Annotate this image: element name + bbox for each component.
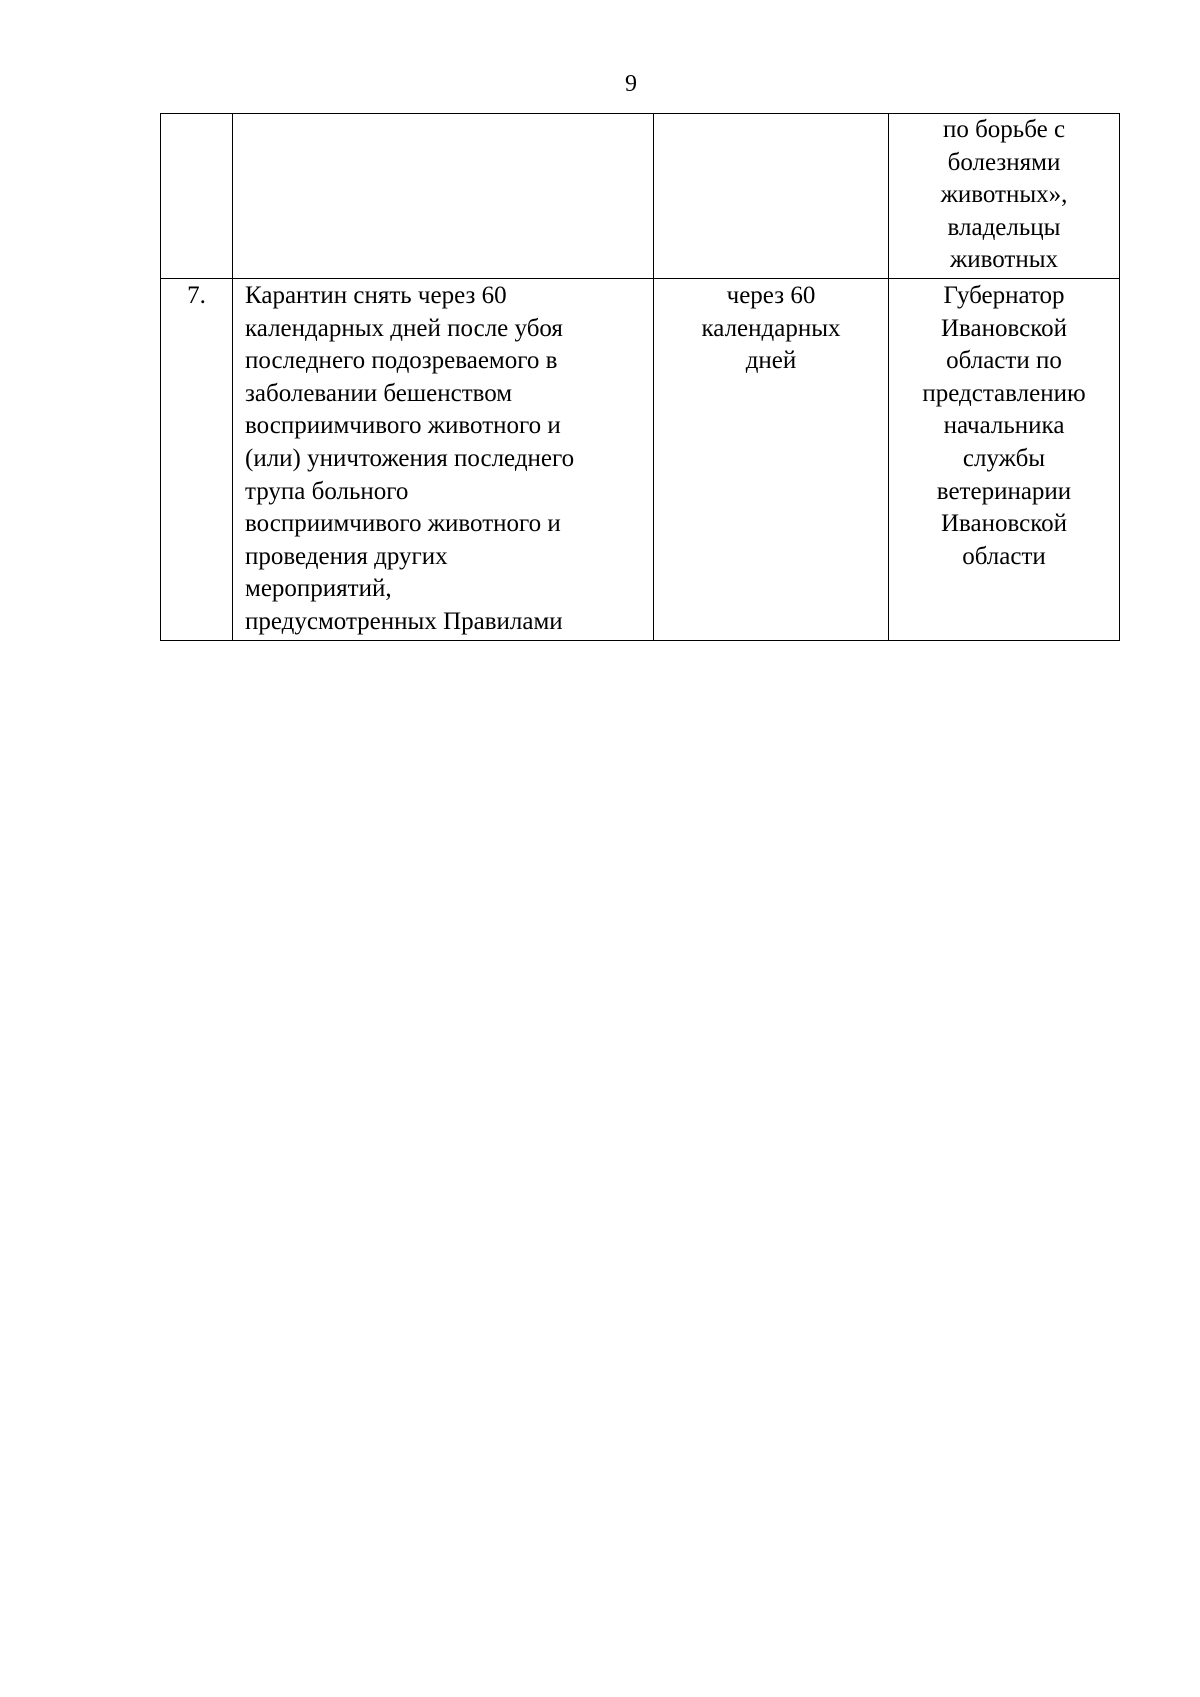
measure-line: календарных дней после убоя	[245, 314, 563, 342]
measure-line: проведения других	[245, 542, 448, 570]
cell-measure	[233, 279, 654, 641]
table-row-7	[161, 279, 1120, 641]
cell-responsible	[889, 114, 1120, 279]
cell-number: 7.	[161, 279, 233, 641]
measure-line: Карантин снять через 60	[245, 282, 507, 309]
term-line: через 60	[726, 282, 816, 309]
responsible-line: области	[962, 542, 1046, 570]
cell-number	[161, 114, 233, 279]
responsible-line: Губернатор	[943, 282, 1065, 309]
responsible-line: Ивановской	[940, 314, 1067, 342]
cell-measure	[233, 114, 654, 279]
measure-line: предусмотренных Правилами	[245, 607, 563, 635]
cell-term	[654, 114, 889, 279]
responsible-line: болезнями	[947, 148, 1061, 176]
cell-term	[654, 279, 889, 641]
term-line: дней	[745, 347, 797, 375]
term-line: календарных	[701, 314, 841, 342]
responsible-line: Ивановской	[940, 510, 1067, 538]
responsible-line: владельцы	[947, 213, 1061, 241]
responsible-line: ветеринарии	[936, 477, 1072, 505]
measure-line: мероприятий,	[245, 575, 392, 603]
responsible-line: животных	[949, 246, 1059, 274]
responsible-line: животных»,	[940, 181, 1068, 209]
responsible-line: службы	[962, 444, 1046, 472]
measure-line: (или) уничтожения последнего	[245, 444, 575, 472]
responsible-line: представлению	[922, 379, 1086, 407]
table-row-continuation	[161, 114, 1120, 279]
page-number: 9	[625, 71, 637, 97]
measure-line: восприимчивого животного и	[245, 412, 561, 440]
measures-table	[160, 113, 1120, 641]
responsible-line: по борьбе с	[942, 116, 1066, 143]
measure-line: трупа больного	[245, 477, 409, 505]
measure-line: восприимчивого животного и	[245, 510, 561, 538]
cell-responsible	[889, 279, 1120, 641]
responsible-line: начальника	[943, 412, 1065, 440]
measure-line: последнего подозреваемого в	[245, 347, 558, 375]
responsible-line: области по	[946, 347, 1062, 375]
measure-line: заболевании бешенством	[245, 379, 513, 407]
